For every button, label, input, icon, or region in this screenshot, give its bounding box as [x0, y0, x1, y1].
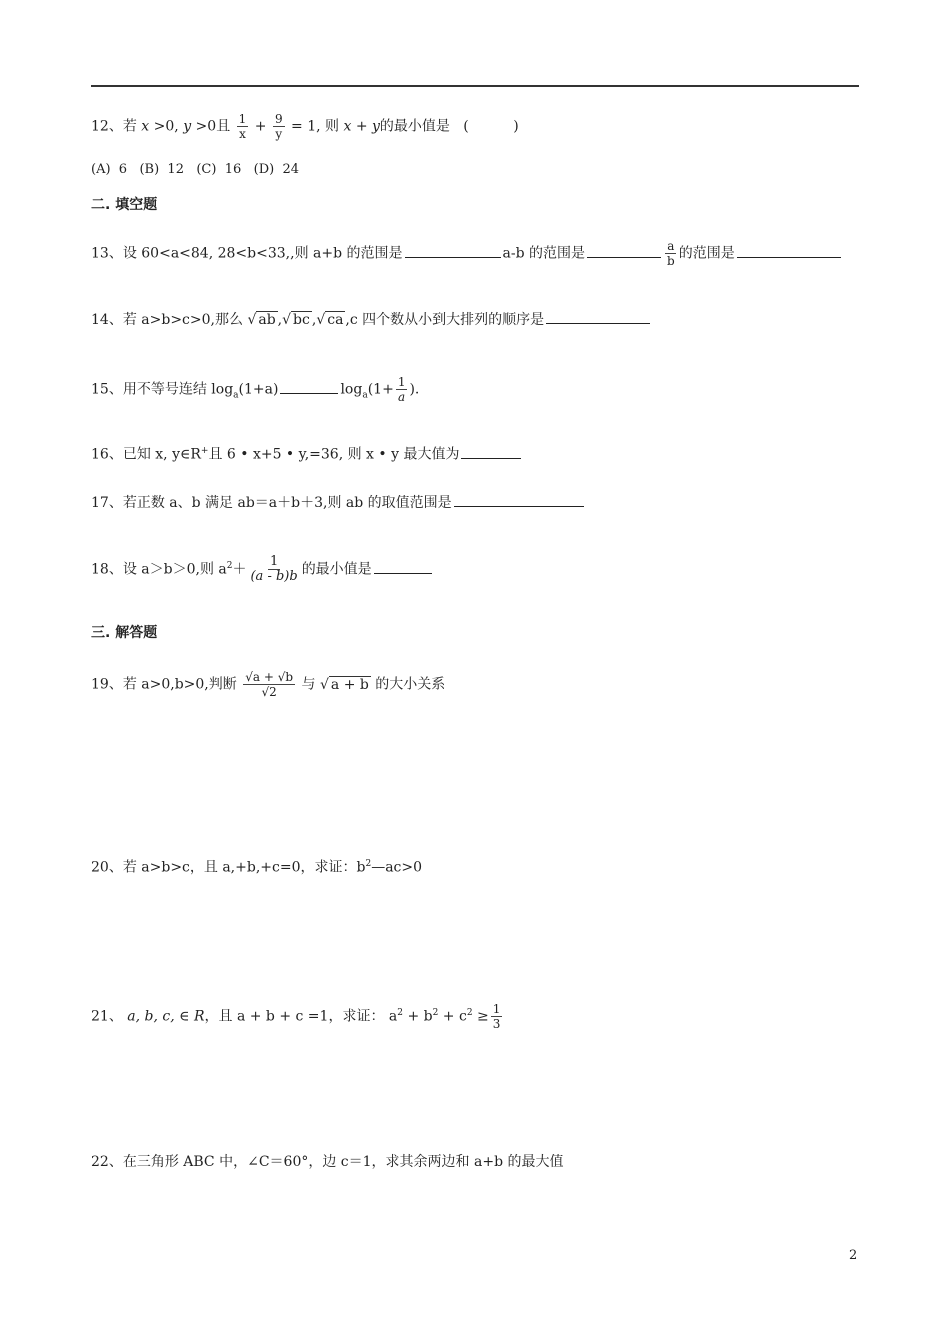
- question-text: 且 6 • x+5 • y,=36, 则 x • y 最大值为: [208, 446, 460, 463]
- denominator: 3: [492, 1017, 501, 1031]
- fraction-1-over-x: [237, 112, 249, 141]
- denominator: y: [275, 127, 283, 141]
- question-number: 20、: [91, 859, 123, 876]
- numerator: 1: [397, 375, 406, 389]
- question-number: 17、: [91, 495, 123, 511]
- question-17: [91, 492, 586, 513]
- superscript: 2: [226, 560, 233, 571]
- radicand: ca: [327, 312, 344, 328]
- answer-blank[interactable]: [374, 559, 432, 574]
- radicand: bc: [293, 312, 310, 328]
- fraction-9-over-y: [273, 112, 285, 141]
- geq-sign: ≥: [477, 1008, 489, 1025]
- log-base: a: [362, 390, 368, 401]
- question-19: [91, 670, 445, 699]
- numerator: 9: [274, 112, 283, 126]
- denominator: b: [667, 254, 675, 268]
- superscript: +: [200, 446, 209, 456]
- question-text: 的大小关系: [375, 676, 446, 693]
- question-12: [91, 112, 519, 141]
- sqrt-ca: √ ca: [316, 312, 344, 328]
- fraction-sqrt-sum-over-sqrt2: [243, 670, 295, 699]
- question-text: 的范围是: [678, 245, 735, 262]
- question-text: 用不等号连结: [122, 381, 207, 398]
- fraction-1-over-a-minus-b-times-b: [248, 555, 299, 584]
- question-text: ,c 四个数从小到大排列的顺序是: [345, 312, 545, 328]
- question-22: [91, 1152, 564, 1172]
- answer-blank[interactable]: [737, 243, 841, 258]
- question-18: [91, 555, 434, 584]
- question-text: >0且: [191, 118, 231, 135]
- denominator: √2: [261, 685, 277, 699]
- answer-blank[interactable]: [587, 243, 661, 258]
- page-number: 2: [849, 1248, 858, 1263]
- expression: x + y: [343, 118, 380, 135]
- question-text: 若正数 a、b 满足 ab＝a＋b＋3,则 ab 的取值范围是: [122, 495, 452, 511]
- fraction-a-over-b: [665, 239, 677, 268]
- answer-bracket: ( ): [463, 118, 519, 135]
- question-text: 若: [122, 118, 137, 135]
- answer-blank[interactable]: [454, 492, 584, 507]
- radicand: b: [285, 670, 294, 684]
- denominator: (a - b)b: [250, 569, 298, 584]
- question-text: 的最小值是: [301, 561, 372, 578]
- term: + b: [407, 1008, 433, 1025]
- radicand: a + b: [330, 676, 369, 693]
- question-text: 与: [301, 676, 316, 693]
- question-number: 16、: [91, 446, 123, 463]
- denominator: a: [398, 390, 406, 404]
- numerator: 1: [238, 112, 247, 126]
- question-14: 14、若 a>b>c>0,那么 √ ab ,√ bc ,√ ca ,c 四个数从小到大排列的顺序是: [91, 309, 652, 330]
- log-argument: (1+a): [238, 381, 279, 398]
- header-rule: [91, 85, 859, 87]
- radicand: a: [252, 670, 261, 684]
- section-heading-solutions: 三. 解答题: [91, 625, 158, 641]
- question-text: 已知 x, y∈R: [122, 446, 201, 463]
- section-heading-fill-in: 二. 填空题: [91, 197, 158, 213]
- numerator: √a + √b: [245, 670, 294, 684]
- question-15: [91, 375, 419, 405]
- sqrt-ab: √ ab: [247, 312, 276, 328]
- sqrt-a-plus-b: √ a + b: [319, 676, 369, 693]
- question-text: ，且 a + b + c =1，求证：: [204, 1008, 385, 1025]
- numerator: 1: [269, 554, 279, 569]
- superscript: 2: [397, 1007, 403, 1018]
- fraction-1-over-3: [491, 1002, 503, 1031]
- question-12-options: (A) 6 (B) 12 (C) 16 (D) 24: [91, 162, 300, 177]
- radicand: ab: [258, 312, 276, 328]
- variables: a, b, c, ∈ R: [127, 1008, 205, 1025]
- term: + c: [442, 1008, 467, 1025]
- question-text: 设 a＞b＞0,则 a: [122, 561, 227, 578]
- question-number: 19、: [91, 676, 123, 693]
- log-argument: ).: [409, 381, 420, 398]
- numerator: 1: [492, 1002, 501, 1016]
- numerator: a: [667, 239, 675, 253]
- fraction-1-over-a: [396, 375, 408, 404]
- superscript: 2: [466, 1007, 473, 1018]
- question-number: 18、: [91, 561, 123, 578]
- superscript: 2: [365, 859, 372, 869]
- question-text: = 1,: [291, 118, 321, 135]
- question-21: [91, 1002, 504, 1031]
- question-13: [91, 239, 843, 268]
- superscript: 2: [432, 1007, 439, 1018]
- answer-blank[interactable]: [280, 379, 338, 394]
- question-16: [91, 441, 523, 465]
- question-text: a-b 的范围是: [502, 245, 586, 262]
- question-text: 在三角形 ABC 中，∠C＝60°，边 c＝1，求其余两边和 a+b 的最大值: [122, 1154, 564, 1170]
- question-text: —ac>0: [371, 859, 423, 876]
- question-number: 21、: [91, 1008, 123, 1025]
- question-text: >0,: [149, 118, 179, 135]
- denominator: x: [239, 127, 246, 141]
- plus-sign: +: [254, 118, 267, 135]
- question-number: 14、: [91, 312, 123, 328]
- sqrt-bc: √ bc: [282, 312, 310, 328]
- plus-sign: +: [260, 670, 278, 684]
- log-label: log: [340, 381, 363, 398]
- log-argument: (1+: [367, 381, 394, 398]
- question-text: 的最小值是: [379, 118, 450, 135]
- question-text: 若 a>0,b>0,判断: [122, 676, 237, 693]
- answer-blank[interactable]: [405, 243, 501, 258]
- question-text: 则: [325, 118, 340, 135]
- radicand: 2: [269, 685, 277, 699]
- answer-blank[interactable]: [461, 444, 521, 459]
- log-base: a: [233, 390, 239, 401]
- var-y: y: [183, 118, 192, 135]
- question-number: 22、: [91, 1154, 123, 1170]
- var-x: x: [141, 118, 150, 135]
- term: a: [388, 1008, 398, 1025]
- question-number: 12、: [91, 118, 123, 135]
- question-text: 若 a>b>c，且 a,+b,+c=0，求证：b: [122, 859, 366, 876]
- question-text: ＋: [232, 561, 247, 578]
- answer-blank[interactable]: [546, 309, 650, 324]
- question-20: [91, 854, 422, 878]
- question-text: 设 60<a<84, 28<b<33,,则 a+b 的范围是: [122, 245, 403, 262]
- log-label: log: [211, 381, 234, 398]
- question-text: 若 a>b>c>0,那么: [122, 312, 243, 328]
- question-number: 13、: [91, 245, 123, 262]
- question-number: 15、: [91, 381, 123, 398]
